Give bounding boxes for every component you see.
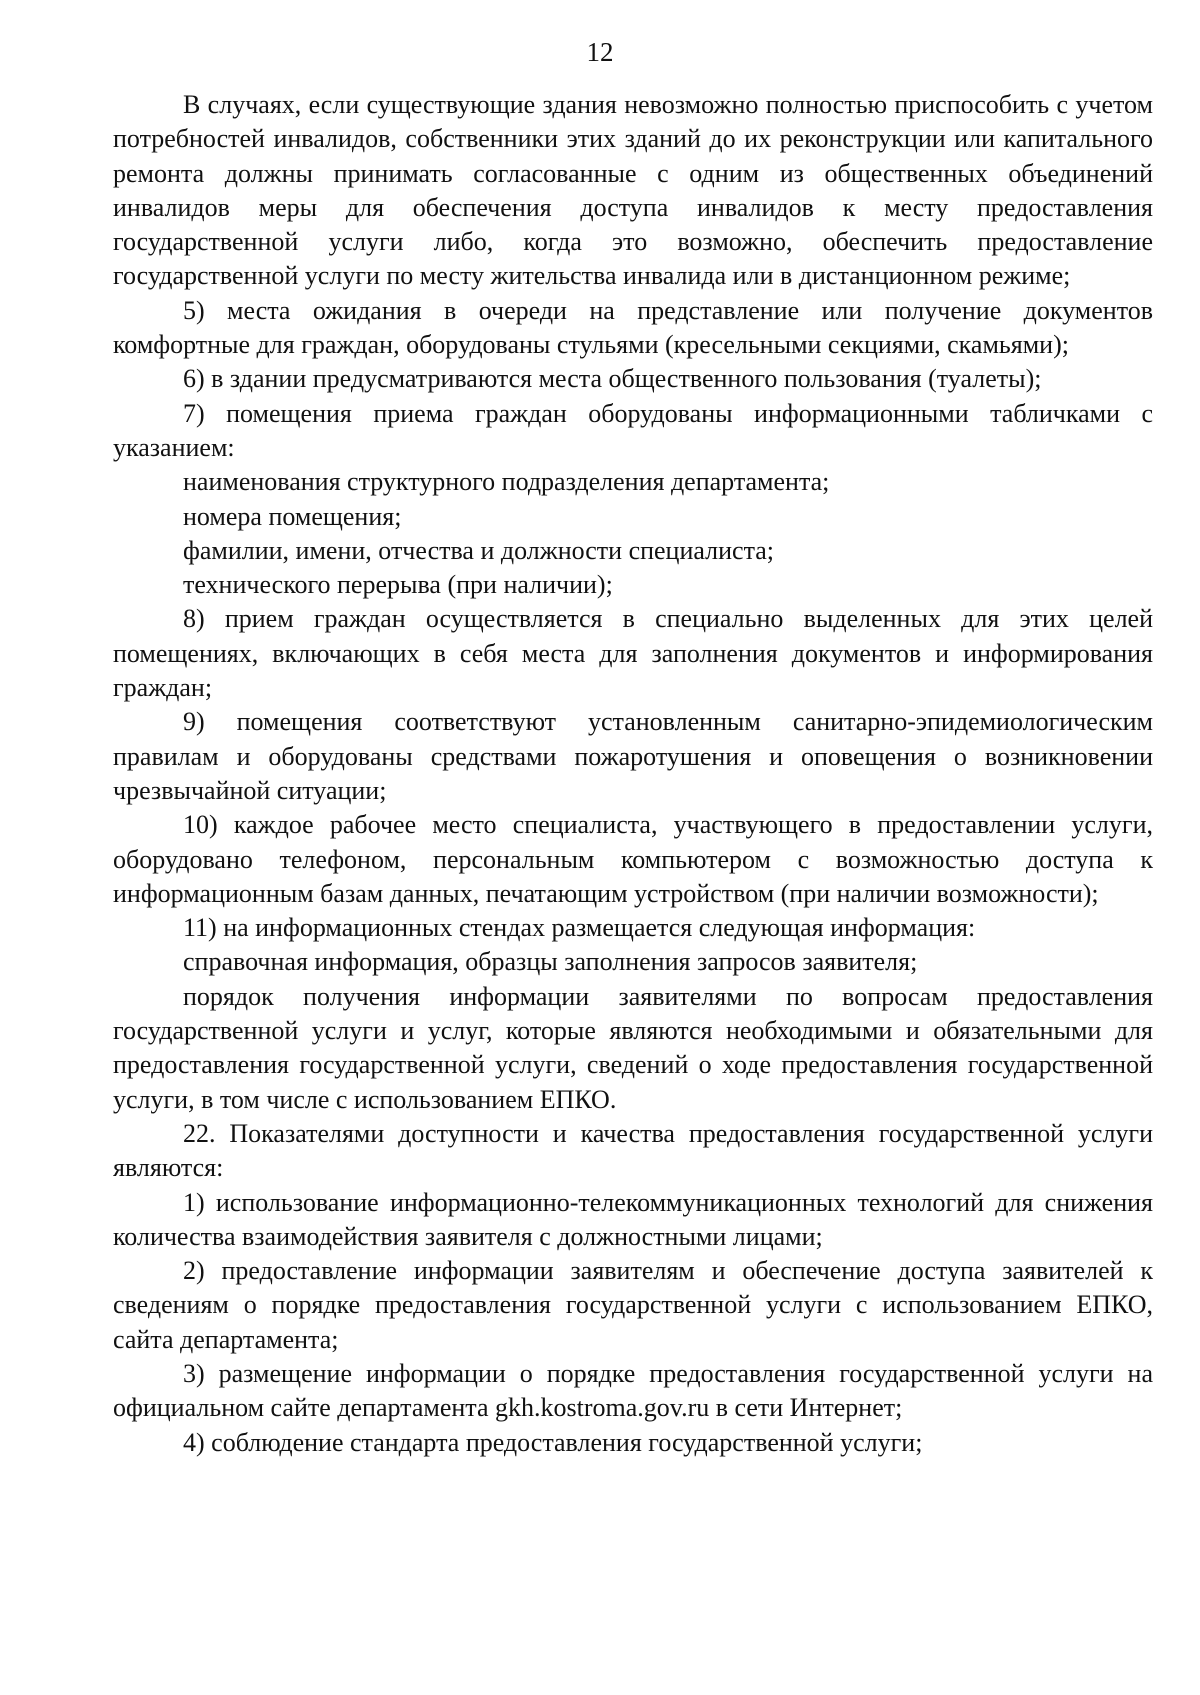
paragraph-item-8-reception-rooms: 8) прием граждан осуществляется в специально выделенных для этих целей помещениях, включающих в себя места для заполнения документов и информирования граждан; <box>113 604 1153 703</box>
list-item-technical-break: технического перерыва (при наличии); <box>183 570 613 600</box>
paragraph-indicator-3: 3) размещение информации о порядке предоставления государственной услуги на официальном сайте департамента gkh.kostroma.gov.ru в сети Интернет; <box>113 1358 1153 1423</box>
paragraph-accessibility-buildings: В случаях, если существующие здания невозможно полностью приспособить с учетом потребностей инвалидов, собственники этих зданий до их реконструкции или капитального ремонта должны принимать согласованные с одним из общественных объединений инвалидов меры для обеспечения доступа инвалидов к месту предоставления государственной услуги либо, когда это возможно, обеспечить предоставление государственной услуги по месту жительства инвалида или в дистанционном режиме; <box>113 90 1153 291</box>
list-item-specialist-name: фамилии, имени, отчества и должности специалиста; <box>183 535 775 565</box>
paragraph-item-5-waiting-places: 5) места ожидания в очереди на представление или получение документов комфортные для граждан, оборудованы стульями (кресельными секциями, скамьями); <box>113 295 1153 360</box>
paragraph-indicator-4: 4) соблюдение стандарта предоставления государственной услуги; <box>183 1427 923 1457</box>
list-item-department-name: наименования структурного подразделения департамента; <box>183 467 830 497</box>
paragraph-indicator-1: 1) использование информационно-телекоммуникационных технологий для снижения количества взаимодействия заявителя с должностными лицами; <box>113 1187 1153 1251</box>
paragraph-indicator-2: 2) предоставление информации заявителям и обеспечение доступа заявителей к сведениям о порядке предоставления государственной услуги с использованием ЕПКО, сайта департамента; <box>113 1256 1153 1354</box>
list-item-info-procedure: порядок получения информации заявителями по вопросам предоставления государственной услуги и услуг, которые являются необходимыми и обязательными для предоставления государственной услуги, сведений о ходе предоставления государственной услуги, в том числе с использованием ЕПКО. <box>113 981 1153 1114</box>
paragraph-item-11-info-stands: 11) на информационных стендах размещается следующая информация: <box>183 913 976 943</box>
list-item-room-number: номера помещения; <box>183 501 402 531</box>
document-body <box>113 88 1153 1460</box>
paragraph-item-6-public-facilities: 6) в здании предусматриваются места общественного пользования (туалеты); <box>183 364 1042 394</box>
paragraph-section-22: 22. Показателями доступности и качества предоставления государственной услуги являются: <box>113 1118 1153 1183</box>
paragraph-item-9-sanitary-rules: 9) помещения соответствуют установленным санитарно-эпидемиологическим правилам и оборудованы средствами пожаротушения и оповещения о возникновении чрезвычайной ситуации; <box>113 707 1153 805</box>
paragraph-item-10-workplace: 10) каждое рабочее место специалиста, участвующего в предоставлении услуги, оборудовано телефоном, персональным компьютером с возможностью доступа к информационным базам данных, печатающим устройством (при наличии возможности); <box>113 810 1153 908</box>
list-item-reference-info: справочная информация, образцы заполнения запросов заявителя; <box>183 947 918 977</box>
page-number: 12 <box>586 37 614 67</box>
paragraph-item-7-info-plates: 7) помещения приема граждан оборудованы информационными табличками с указанием: <box>113 398 1153 462</box>
